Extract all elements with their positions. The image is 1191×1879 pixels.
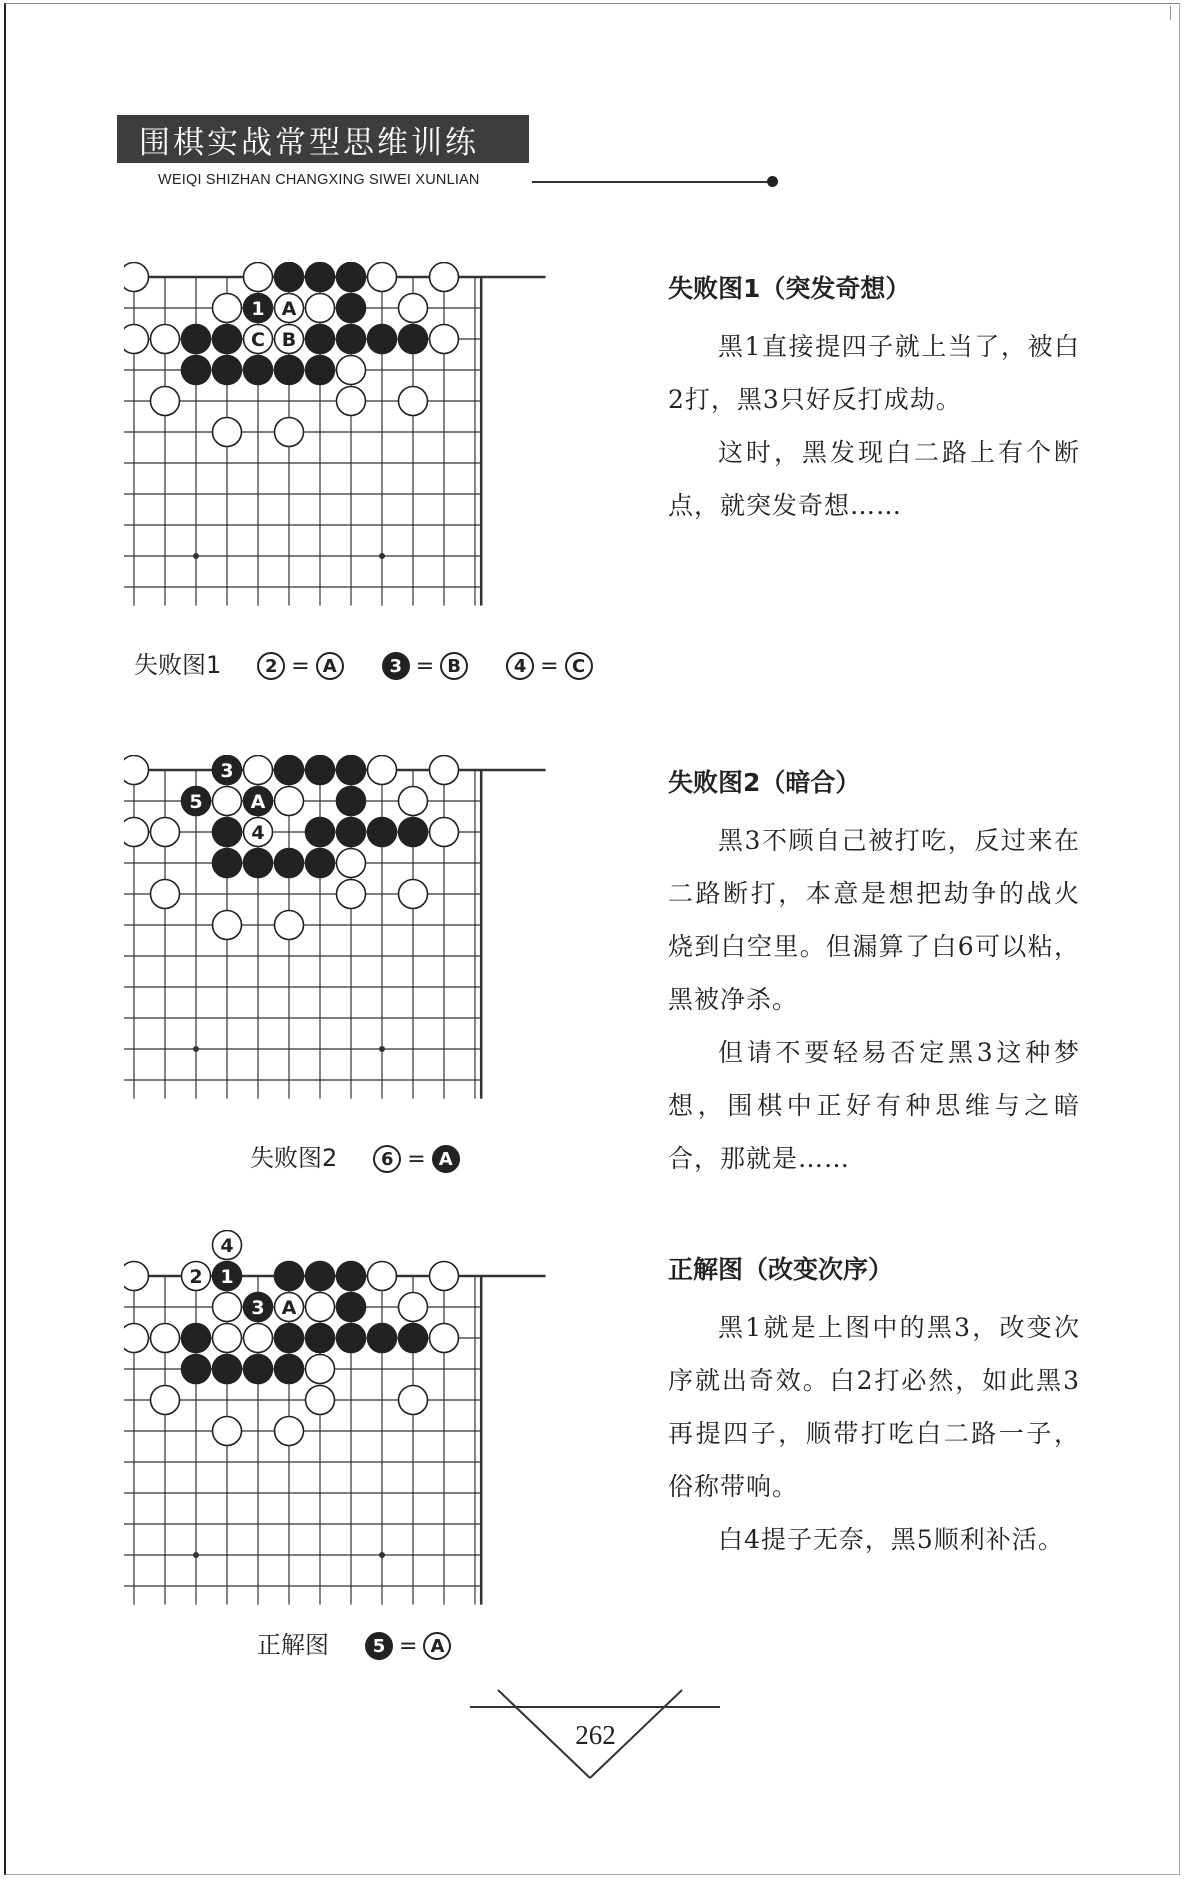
stone-label: A bbox=[281, 1297, 297, 1319]
book-subtitle: WEIQI SHIZHAN CHANGXING SIWEI XUNLIAN bbox=[158, 172, 480, 188]
paragraph: 白4提子无奈，黑5顺利补活。 bbox=[718, 1525, 1064, 1554]
black-stone bbox=[306, 756, 335, 785]
white-stone bbox=[430, 263, 459, 292]
black-stone bbox=[337, 1324, 366, 1353]
stone-label: 4 bbox=[220, 1235, 234, 1257]
caption-move-marker: 3 bbox=[382, 652, 410, 680]
black-stone bbox=[337, 325, 366, 354]
white-stone bbox=[151, 387, 180, 416]
black-stone bbox=[213, 1355, 242, 1384]
white-stone bbox=[430, 818, 459, 847]
white-stone bbox=[275, 1417, 304, 1446]
caption-point-marker: A bbox=[316, 652, 344, 680]
black-stone bbox=[244, 849, 273, 878]
board-grid bbox=[124, 1276, 546, 1605]
paragraph: 黑1就是上图中的黑3，改变次序就出奇效。白2打必然，如此黑3再提四子，顺带打吃白二路一子，俗称带响。 bbox=[668, 1313, 1080, 1501]
white-stone bbox=[399, 880, 428, 909]
stone-label: 2 bbox=[189, 1266, 203, 1288]
white-stone bbox=[213, 294, 242, 323]
white-stone bbox=[124, 1262, 149, 1291]
black-stone bbox=[306, 325, 335, 354]
white-stone bbox=[306, 1293, 335, 1322]
white-stone bbox=[275, 418, 304, 447]
book-title: 围棋实战常型思维训练 bbox=[139, 124, 479, 161]
black-stone bbox=[337, 1293, 366, 1322]
white-stone bbox=[337, 880, 366, 909]
black-stone bbox=[275, 849, 304, 878]
black-stone bbox=[306, 263, 335, 292]
black-stone bbox=[337, 818, 366, 847]
white-stone bbox=[151, 880, 180, 909]
star-point bbox=[379, 1552, 385, 1558]
white-stone bbox=[124, 756, 149, 785]
black-stone bbox=[399, 1324, 428, 1353]
caption-move-marker: 2 bbox=[257, 652, 285, 680]
black-stone bbox=[213, 356, 242, 385]
black-stone bbox=[275, 356, 304, 385]
corner-fold bbox=[1170, 6, 1179, 20]
black-stone bbox=[306, 849, 335, 878]
black-stone bbox=[337, 263, 366, 292]
black-stone bbox=[368, 1324, 397, 1353]
caption-equals: = bbox=[291, 654, 310, 679]
stone-label: A bbox=[281, 298, 297, 320]
white-stone bbox=[306, 294, 335, 323]
diagram-caption-failure-2 bbox=[250, 1138, 462, 1173]
white-stone bbox=[124, 818, 149, 847]
stone-label: 3 bbox=[251, 1297, 265, 1319]
black-stone bbox=[306, 1262, 335, 1291]
black-stone bbox=[337, 756, 366, 785]
black-stone bbox=[306, 356, 335, 385]
white-stone bbox=[213, 418, 242, 447]
white-stone bbox=[124, 263, 149, 292]
caption-point-marker: A bbox=[423, 1632, 451, 1660]
section-heading: 失败图2（暗合） bbox=[668, 768, 861, 797]
white-stone bbox=[275, 911, 304, 940]
black-stone bbox=[368, 325, 397, 354]
text-block-correct bbox=[668, 1253, 1080, 1566]
text-block-failure-2 bbox=[668, 766, 1080, 1185]
black-stone bbox=[213, 325, 242, 354]
stone-label: A bbox=[250, 791, 266, 813]
black-stone bbox=[306, 1324, 335, 1353]
stone-label: C bbox=[251, 329, 265, 351]
black-stone bbox=[399, 325, 428, 354]
stone-label: 3 bbox=[220, 760, 234, 782]
white-stone bbox=[213, 1324, 242, 1353]
go-diagram-correct bbox=[124, 1230, 554, 1610]
black-stone bbox=[182, 325, 211, 354]
go-diagram-failure-2 bbox=[124, 755, 554, 1115]
paragraph: 黑1直接提四子就上当了，被白2打，黑3只好反打成劫。 bbox=[668, 332, 1080, 414]
caption-point-marker: A bbox=[432, 1145, 460, 1173]
white-stone bbox=[430, 325, 459, 354]
stone-label: 4 bbox=[251, 822, 265, 844]
white-stone bbox=[368, 756, 397, 785]
black-stone bbox=[275, 1262, 304, 1291]
black-stone bbox=[182, 356, 211, 385]
white-stone bbox=[337, 387, 366, 416]
board-grid bbox=[124, 770, 546, 1099]
black-stone bbox=[337, 294, 366, 323]
board-grid bbox=[124, 277, 546, 606]
caption-equals: = bbox=[407, 1147, 426, 1172]
star-point bbox=[379, 553, 385, 559]
stone-label: B bbox=[281, 329, 297, 351]
go-diagram-failure-1 bbox=[124, 262, 554, 622]
white-stone bbox=[399, 1386, 428, 1415]
white-stone bbox=[337, 356, 366, 385]
white-stone bbox=[151, 818, 180, 847]
section-heading: 正解图（改变次序） bbox=[668, 1255, 894, 1284]
stone-label: 1 bbox=[251, 298, 265, 320]
text-block-failure-1 bbox=[668, 272, 1080, 532]
star-point bbox=[379, 1046, 385, 1052]
star-point bbox=[193, 553, 199, 559]
caption-point-marker: B bbox=[440, 652, 468, 680]
black-stone bbox=[182, 1324, 211, 1353]
caption-move-marker: 4 bbox=[506, 652, 534, 680]
white-stone bbox=[151, 325, 180, 354]
black-stone bbox=[244, 356, 273, 385]
stone-label: 5 bbox=[189, 791, 203, 813]
header-rule bbox=[532, 181, 772, 183]
white-stone bbox=[430, 1262, 459, 1291]
white-stone bbox=[213, 911, 242, 940]
header-rule-dot bbox=[767, 176, 778, 187]
black-stone bbox=[337, 1262, 366, 1291]
white-stone bbox=[244, 263, 273, 292]
black-stone bbox=[306, 818, 335, 847]
caption-move-marker: 5 bbox=[365, 1632, 393, 1660]
black-stone bbox=[337, 787, 366, 816]
black-stone bbox=[182, 1355, 211, 1384]
black-stone bbox=[275, 756, 304, 785]
caption-title: 正解图 bbox=[257, 1631, 329, 1659]
book-title-banner bbox=[117, 115, 529, 163]
caption-equals: = bbox=[399, 1634, 418, 1659]
diagram-caption-failure-1 bbox=[134, 645, 595, 680]
black-stone bbox=[368, 818, 397, 847]
white-stone bbox=[368, 263, 397, 292]
star-point bbox=[193, 1552, 199, 1558]
white-stone bbox=[399, 1293, 428, 1322]
white-stone bbox=[430, 1324, 459, 1353]
paragraph: 黑3不顾自己被打吃，反过来在二路断打，本意是想把劫争的战火烧到白空里。但漏算了白6可以粘，黑被净杀。 bbox=[668, 826, 1080, 1014]
white-stone bbox=[399, 294, 428, 323]
caption-equals: = bbox=[415, 654, 435, 679]
white-stone bbox=[213, 1417, 242, 1446]
white-stone bbox=[368, 1262, 397, 1291]
white-stone bbox=[430, 756, 459, 785]
black-stone bbox=[213, 849, 242, 878]
white-stone bbox=[151, 1386, 180, 1415]
star-point bbox=[193, 1046, 199, 1052]
white-stone bbox=[275, 787, 304, 816]
stone-label: 1 bbox=[220, 1266, 234, 1288]
caption-point-marker: C bbox=[565, 652, 593, 680]
white-stone bbox=[213, 787, 242, 816]
white-stone bbox=[399, 387, 428, 416]
black-stone bbox=[244, 1355, 273, 1384]
black-stone bbox=[213, 818, 242, 847]
section-heading: 失败图1（突发奇想） bbox=[668, 274, 911, 303]
caption-move-marker: 6 bbox=[373, 1145, 401, 1173]
white-stone bbox=[213, 1293, 242, 1322]
white-stone bbox=[306, 1355, 335, 1384]
diagram-caption-correct bbox=[257, 1625, 453, 1660]
paragraph: 这时，黑发现白二路上有个断点，就突发奇想…… bbox=[668, 438, 1080, 520]
white-stone bbox=[124, 1324, 149, 1353]
black-stone bbox=[275, 1355, 304, 1384]
white-stone bbox=[244, 756, 273, 785]
caption-title: 失败图2 bbox=[250, 1144, 338, 1172]
white-stone bbox=[151, 1324, 180, 1353]
black-stone bbox=[275, 1324, 304, 1353]
white-stone bbox=[306, 1386, 335, 1415]
white-stone bbox=[124, 325, 149, 354]
white-stone bbox=[244, 1324, 273, 1353]
black-stone bbox=[275, 263, 304, 292]
white-stone bbox=[399, 787, 428, 816]
black-stone bbox=[399, 818, 428, 847]
caption-equals: = bbox=[540, 654, 559, 679]
caption-title: 失败图1 bbox=[134, 651, 222, 679]
white-stone bbox=[337, 849, 366, 878]
paragraph: 但请不要轻易否定黑3这种梦想，围棋中正好有种思维与之暗合，那就是…… bbox=[668, 1038, 1080, 1173]
page-number: 262 bbox=[575, 1720, 616, 1750]
